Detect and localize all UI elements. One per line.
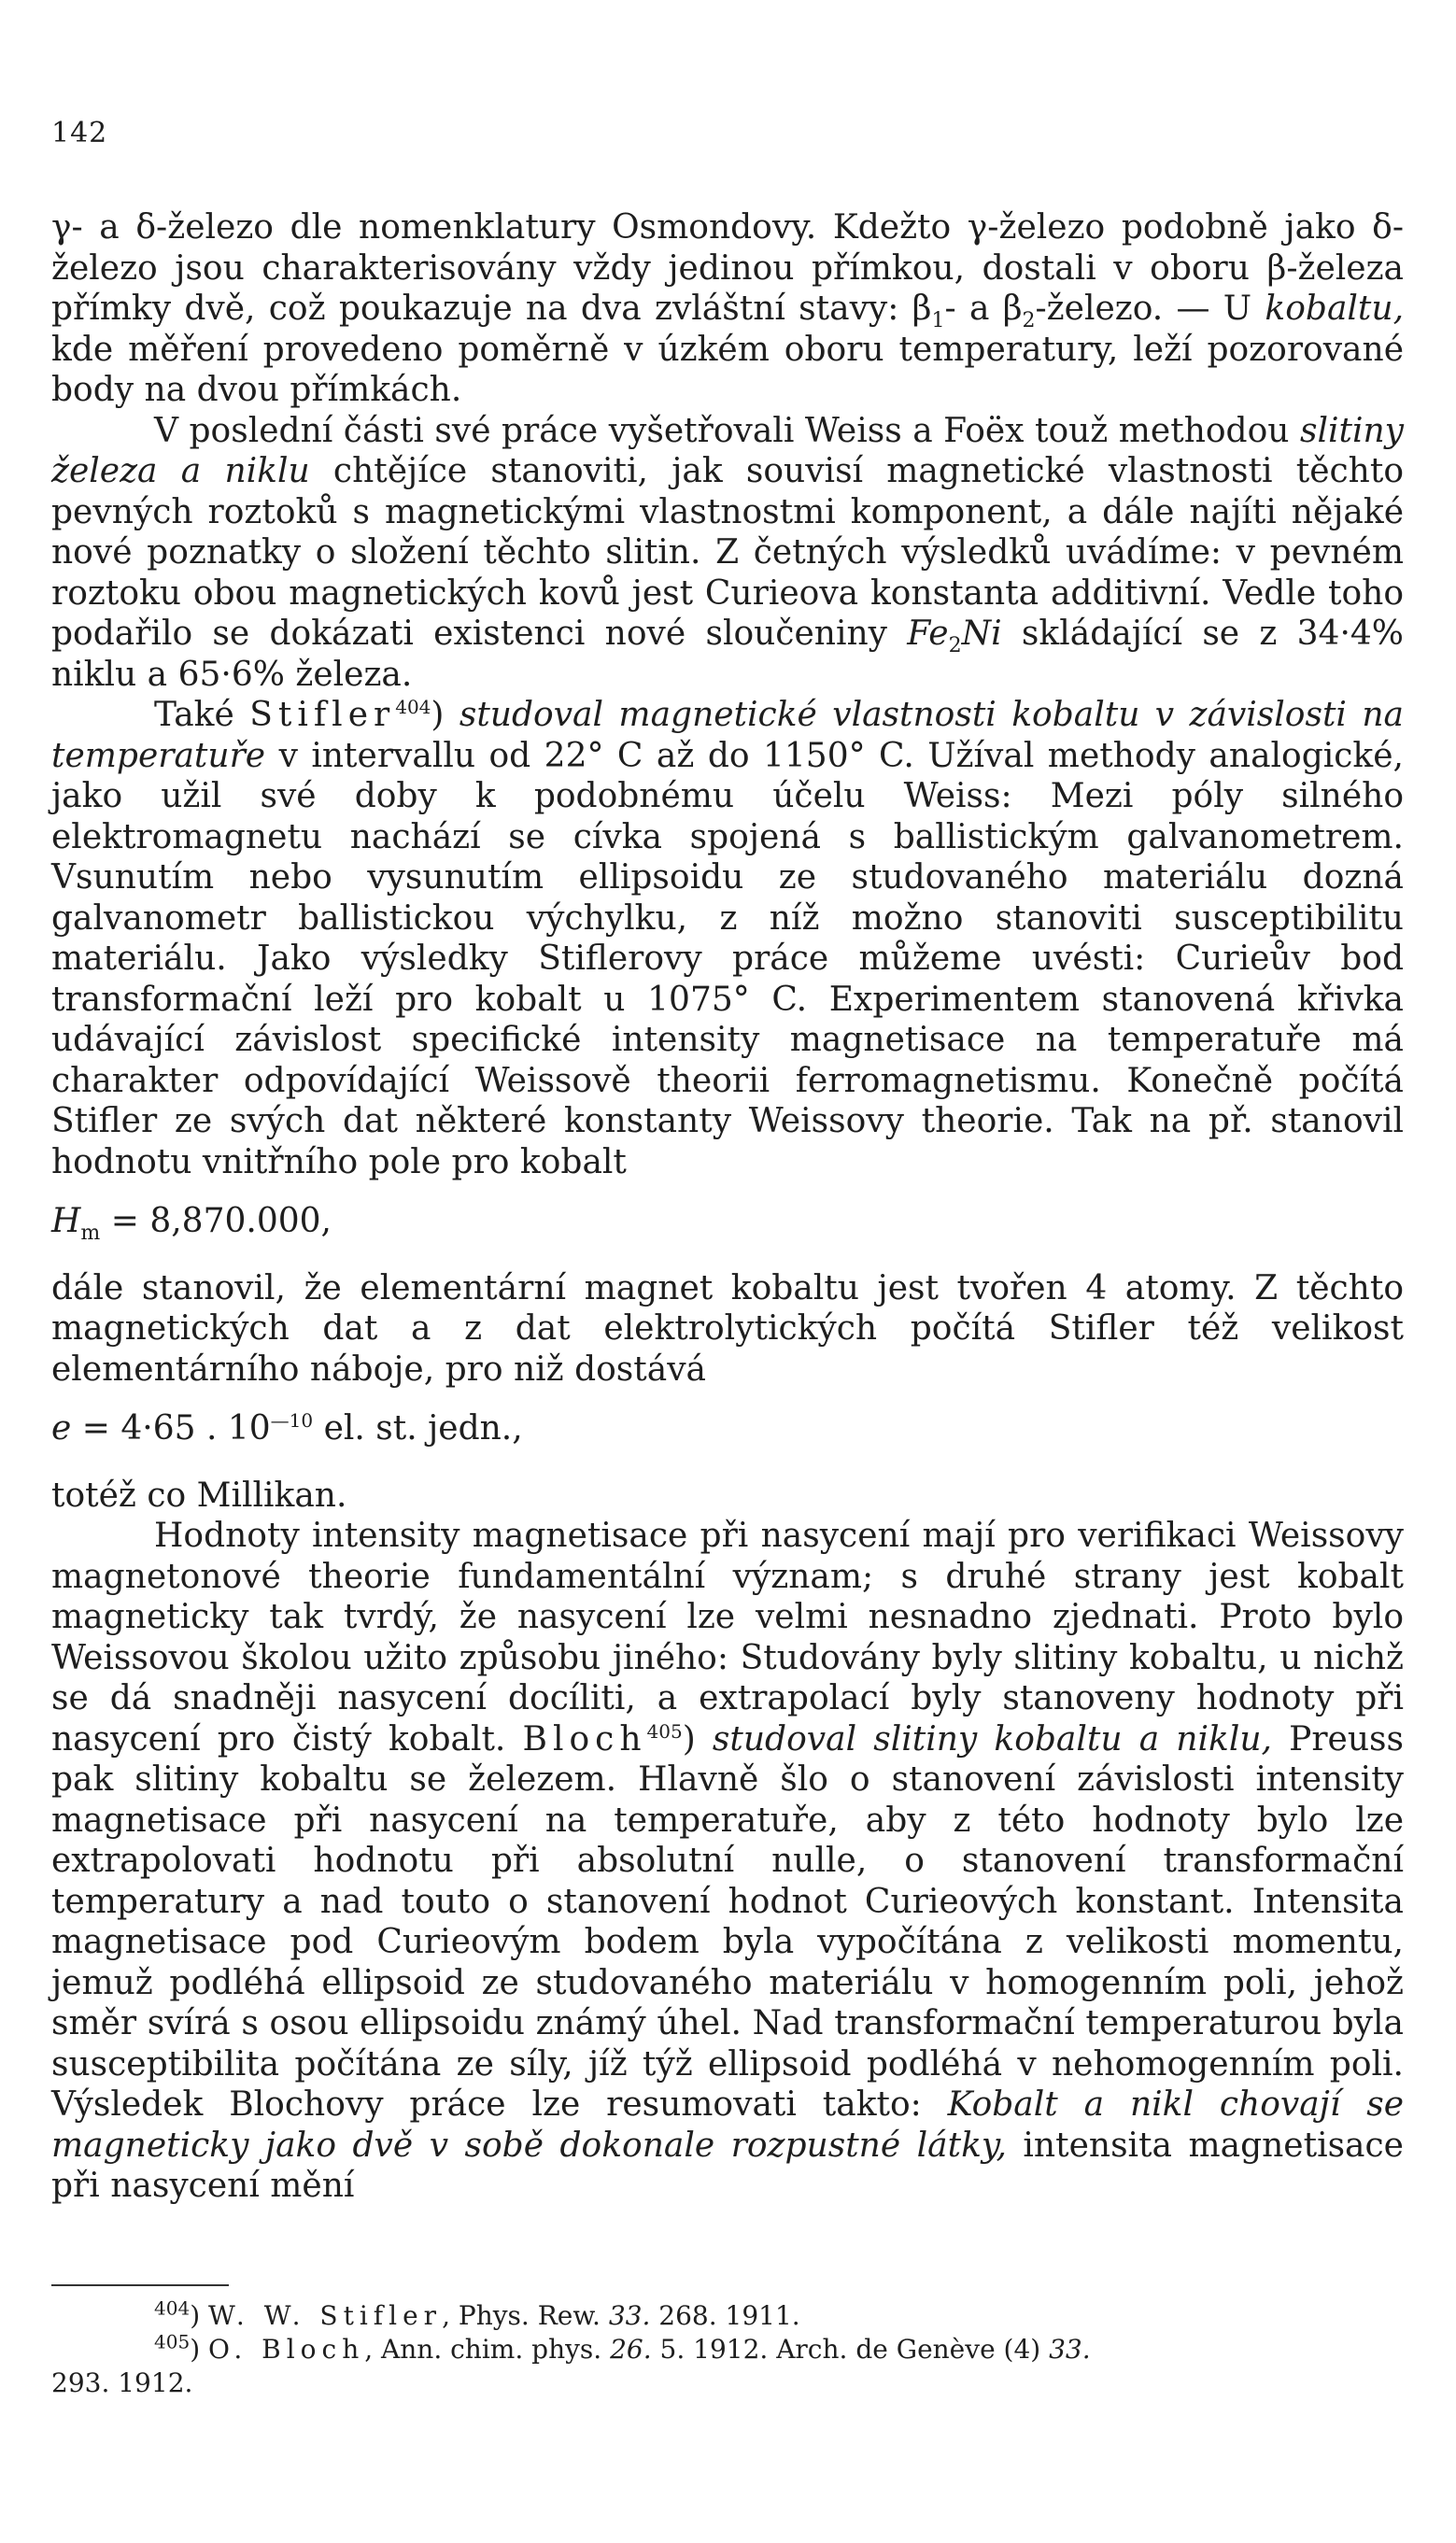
italic-term: studoval magnetické vlastnosti kobaltu v závislosti na temperatuře xyxy=(51,696,1404,775)
italic-term: Kobalt a nikl chovají se magneticky jako dvě v sobě dokonale rozpustné látky, xyxy=(51,2085,1404,2165)
author-name: Bloch xyxy=(522,1719,647,1759)
paragraph-1 xyxy=(51,207,1404,411)
text-span: γ- a δ-železo dle nomenklatury Osmondovy. Kdežto γ-železo podobně jako δ-železo jsou charakterisovány vždy jedinou přímkou, dostali v oboru β-železa přímky dvě, což poukazuje na dva zvláštní stavy: β xyxy=(51,208,1404,328)
eq-symbol: e xyxy=(51,1409,72,1448)
paragraph-5: totéž co Millikan. xyxy=(51,1476,347,1515)
volume: 33. xyxy=(1049,2334,1091,2365)
paragraph-2 xyxy=(51,411,1404,696)
text-span: skládající se z 34·4% niklu a 65·6% železa. xyxy=(51,615,1405,694)
footnote-author: W. W. Stifler xyxy=(208,2300,443,2331)
text-span: ) xyxy=(682,1719,713,1759)
footnote-405-continued: 293. 1912. xyxy=(51,2367,193,2398)
text-span: -železo. — U xyxy=(1035,290,1265,328)
text-span: V poslední části své práce vyšetřovali Weiss a Foëx touž methodou xyxy=(154,411,1300,450)
text-span: Také xyxy=(154,696,250,734)
equation-elementary-charge xyxy=(51,1408,1404,1449)
formula: Ni xyxy=(961,615,1002,653)
footnote-ref-405[interactable]: 405 xyxy=(646,1719,683,1743)
text-span: intensita magnetisace při nasycení mění xyxy=(51,2126,1404,2205)
text-span: Hodnoty intensity magnetisace při nasycení mají pro verifikaci Weissovy magnetonové theorie fundamentální význam; s druhé strany jest kobalt magneticky tak tvrdý, že nasycení lze velmi nesnadno zjednati. Proto bylo Weissovou školou užito způsobu jiného: Studovány byly slitiny kobaltu, u nichž se dá snadněji nasycení docíliti, a extrapolací byly stanoveny hodnoty při nasycení pro čistý kobalt. xyxy=(51,1517,1404,1759)
italic-term: kobaltu, xyxy=(1265,290,1405,328)
eq-value: = 8,870.000, xyxy=(100,1202,332,1240)
subscript: 1 xyxy=(931,309,945,333)
eq-symbol: H xyxy=(51,1202,81,1240)
italic-term: slitiny železa a niklu xyxy=(51,411,1404,490)
footnote-divider xyxy=(51,2284,229,2286)
text-span: 268. 1911. xyxy=(650,2300,800,2331)
text-span: 5. 1912. Arch. de Genève (4) xyxy=(651,2334,1050,2365)
subscript: 2 xyxy=(948,634,962,658)
footnote-ref-404[interactable]: 404 xyxy=(395,696,431,718)
eq-value: = 4·65 . 10 xyxy=(71,1409,271,1448)
equation-internal-field xyxy=(51,1201,1404,1246)
paragraph-6 xyxy=(51,1516,1404,2207)
page-number: 142 xyxy=(51,117,108,149)
volume: 26. xyxy=(610,2334,652,2365)
paragraph-3 xyxy=(51,695,1404,1182)
footnote-number: 404 xyxy=(154,2296,191,2320)
footnote-author: O. Bloch xyxy=(208,2334,365,2365)
exponent: —10 xyxy=(270,1409,314,1432)
subscript: m xyxy=(80,1222,101,1246)
eq-value: el. st. jedn., xyxy=(313,1409,523,1448)
formula: Fe xyxy=(907,615,949,653)
text-span: Preuss pak slitiny kobaltu se železem. Hlavně šlo o stanovení závislosti intensity magnetisace při nasycení na temperatuře, aby z této hodnoty bylo lze extrapolovati hodnotu při absolutní nulle, o stanovení transformační temperatury a nad touto o stanovení hodnot Curieových konstant. Intensita magnetisace pod Curieovým bodem byla vypočítána z velikosti momentu, jemuž podléhá ellipsoid ze studovaného materiálu v homogenním poli, jehož směr svírá s osou ellipsoidu známý úhel. Nad transformační temperaturou byla susceptibilita počítána ze síly, jíž týž ellipsoid podléhá v nehomogenním poli. Výsledek Blochovy práce lze resumovati takto: xyxy=(51,1719,1404,2124)
body-text xyxy=(51,207,1404,2207)
footnote-405: $^{405}$) O. Bloch, Ann. chim. phys. 26. 5. 1912. Arch. de Genève (4) 33. xyxy=(154,2330,1091,2365)
text-span: chtějíce stanoviti, jak souvisí magnetické vlastnosti těchto pevných roztoků s magnetickými vlastnostmi komponent, a dále najíti nějaké nové poznatky o složení těchto slitin. Z četných výsledků uvádíme: v pevném roztoku obou magnetických kovů jest Curieova konstanta additivní. Vedle toho podařilo se dokázati existenci nové sloučeniny xyxy=(51,452,1404,653)
paragraph-4: dále stanovil, že elementární magnet kobaltu jest tvořen 4 atomy. Z těchto magnetických dat a z dat elektrolytických počítá Stifler též velikost elementárního náboje, pro niž dostává xyxy=(51,1268,1404,1389)
footnotes xyxy=(51,2296,1404,2400)
text-span: ) xyxy=(431,696,459,734)
footnote-404: $^{404}$) W. W. Stifler, Phys. Rew. 33. 268. 1911. xyxy=(154,2296,800,2331)
subscript: 2 xyxy=(1022,309,1036,333)
text-span: v intervallu od 22° C až do 1150° C. Užíval methody analogické, jako užil své doby k podobnému účelu Weiss: Mezi póly silného elektromagnetu nachází se cívka spojená s ballistickým galvanometrem. Vsunutím nebo vysunutím ellipsoidu ze studovaného materiálu dozná galvanometr ballistickou výchylku, z níž možno stanoviti susceptibilitu materiálu. Jako výsledky Stiflerovy práce můžeme uvésti: Curieův bod transformační leží pro kobalt u 1075° C. Experimentem stanovená křivka udávající závislost specifické intensity magnetisace na temperatuře má charakter odpovídající Weissově theorii ferromagnetismu. Konečně počítá Stifler ze svých dat některé konstanty Weissovy theorie. Tak na př. stanovil hodnotu vnitřního pole pro kobalt xyxy=(51,736,1404,1181)
author-name: Stifler xyxy=(249,696,396,734)
italic-term: studoval slitiny kobaltu a niklu, xyxy=(712,1719,1272,1759)
text-span: , Ann. chim. phys. xyxy=(364,2334,611,2365)
footnote-number: 405 xyxy=(154,2330,191,2353)
text-span: - a β xyxy=(944,290,1023,328)
text-span: , Phys. Rew. xyxy=(442,2300,609,2331)
text-span: kde měření provedeno poměrně v úzkém oboru temperatury, leží pozorované body na dvou přímkách. xyxy=(51,330,1404,409)
volume: 33. xyxy=(608,2300,651,2331)
